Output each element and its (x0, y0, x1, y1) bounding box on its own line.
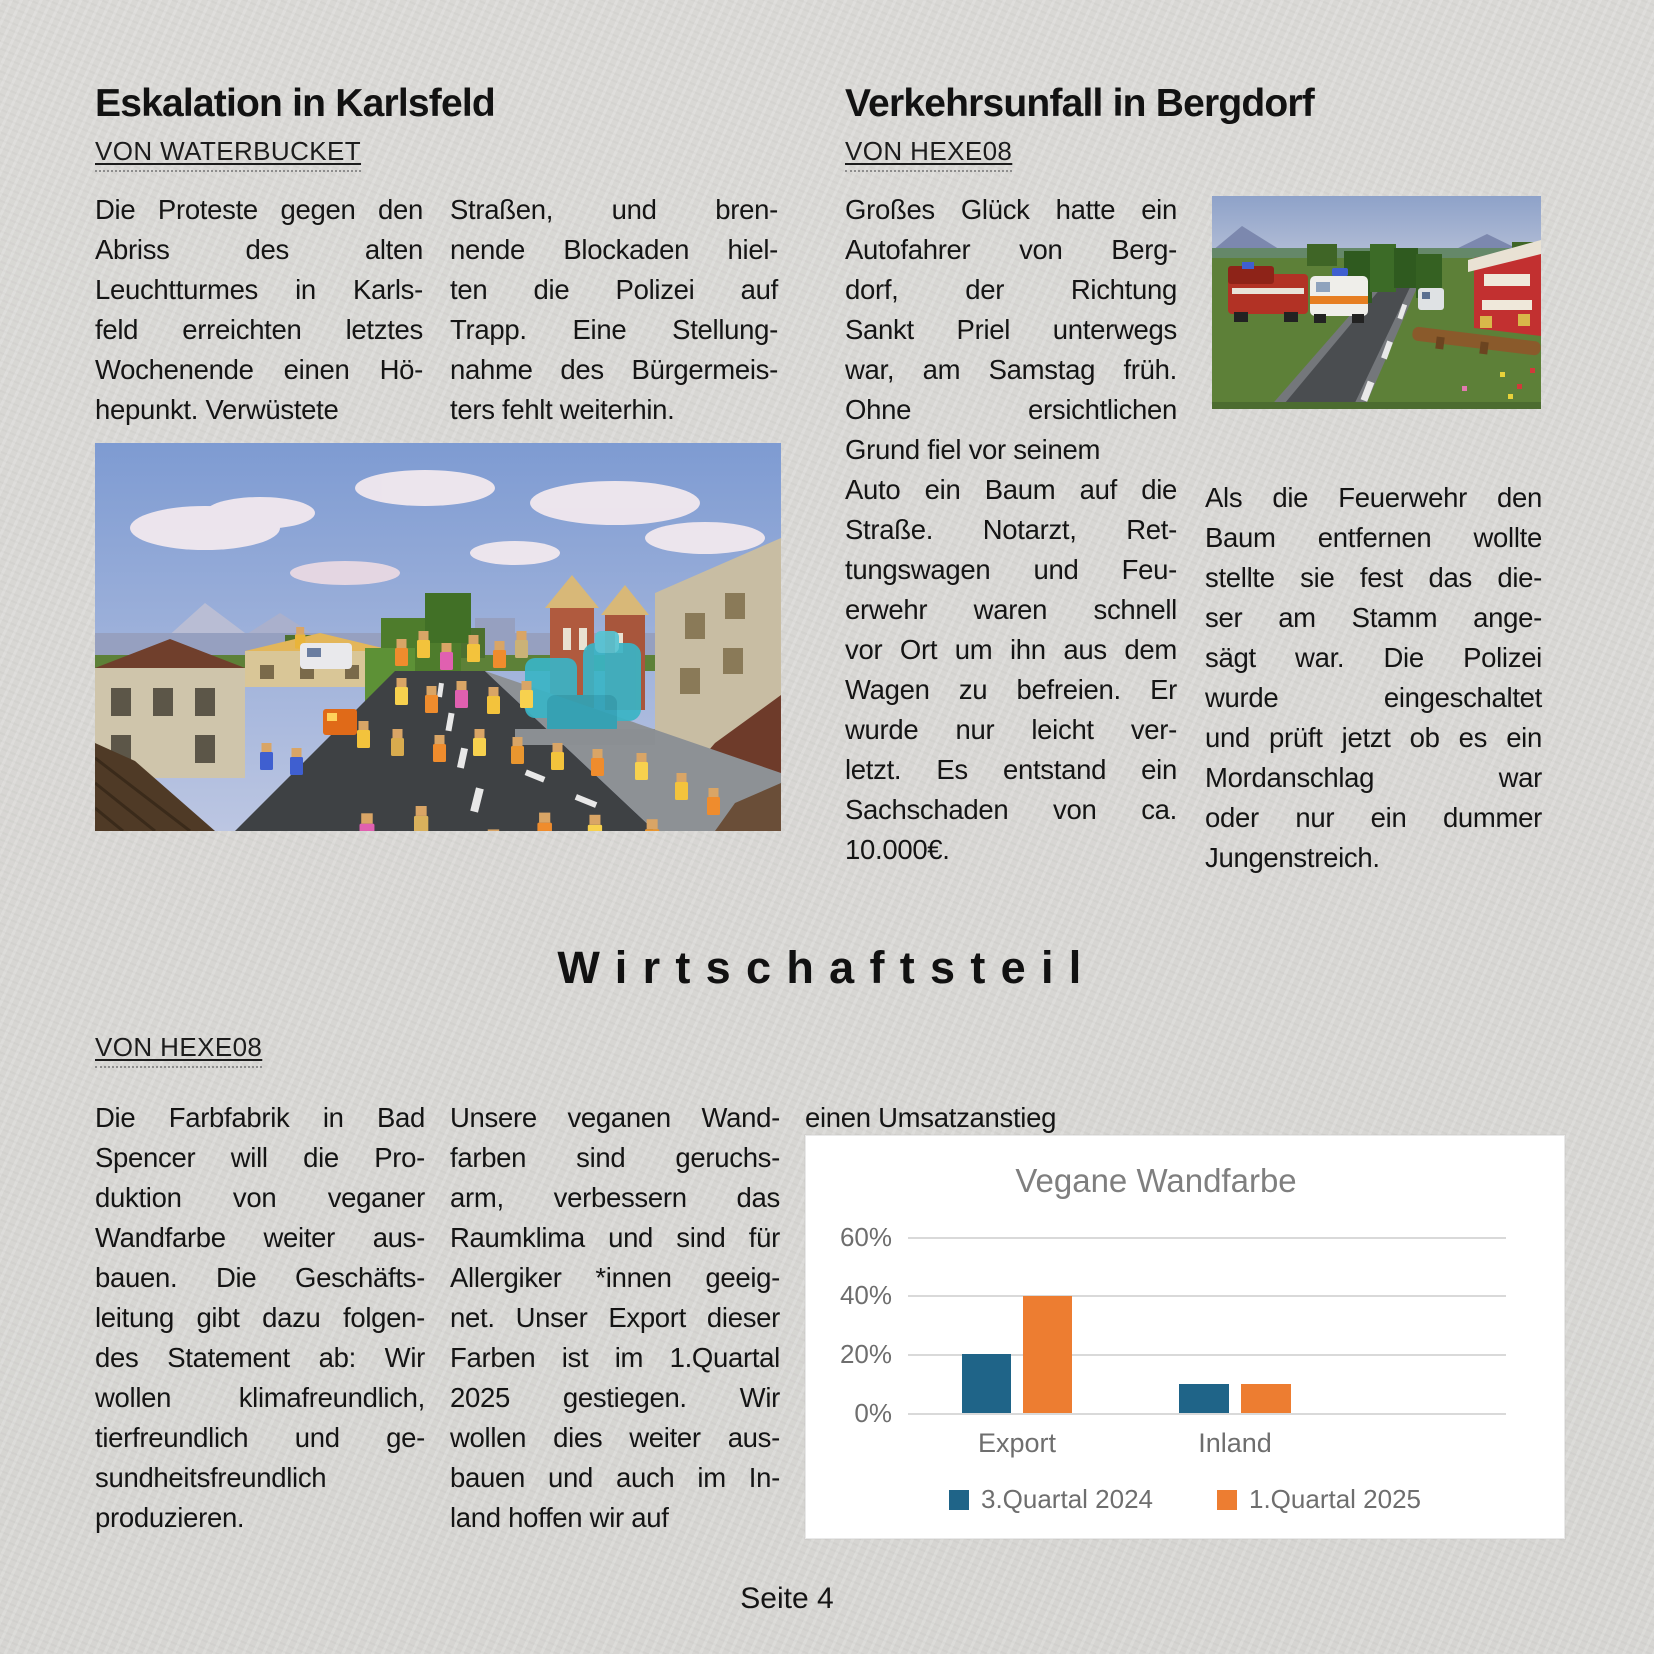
legend-swatch-blue (949, 1490, 969, 1510)
text-line: sägt war. Die Polizei (1205, 642, 1542, 673)
text-line: tungswagen und Feu- (845, 554, 1177, 585)
y-tick-0: 0% (854, 1398, 892, 1428)
text-line: Allergiker *innen geeig- (450, 1262, 780, 1293)
text-line: bauen. Die Geschäfts- (95, 1262, 425, 1293)
legend-item-q3-2024 (949, 1484, 1153, 1515)
bar-export-q1-2025 (1023, 1296, 1072, 1413)
legend-swatch-orange (1217, 1490, 1237, 1510)
bar-export-q3-2024 (962, 1354, 1011, 1413)
byline-text: VON HEXE08 (95, 1032, 263, 1062)
text-line: wollen klimafreundlich, (95, 1382, 425, 1413)
text-line: Jungenstreich. (1205, 842, 1380, 873)
text-line: einen Umsatzanstieg (805, 1102, 1057, 1133)
text-line: wurde nur leicht ver- (845, 714, 1177, 745)
text-line: vor Ort um ihn aus dem (845, 634, 1177, 665)
x-label-export: Export (977, 1428, 1057, 1458)
karlsfeld-column-1 (95, 190, 423, 430)
text-line: Die Farbfabrik in Bad (95, 1102, 425, 1133)
text-line: tierfreundlich und ge- (95, 1422, 425, 1453)
text-line: des Statement ab: Wir (95, 1342, 425, 1373)
text-line: Als die Feuerwehr den (1205, 482, 1542, 513)
article-byline-karlsfeld (95, 136, 361, 172)
karlsfeld-protest-photo (95, 443, 781, 831)
text-line: wollen dies weiter aus- (450, 1422, 780, 1453)
text-line: oder nur ein dummer (1205, 802, 1542, 833)
text-line: bauen und auch im In- (450, 1462, 780, 1493)
legend-label: 3.Quartal 2024 (980, 1484, 1153, 1514)
text-line: arm, verbessern das (450, 1182, 780, 1213)
text-line: nende Blockaden hiel- (450, 234, 778, 265)
section-title-wirtschaftsteil: Wirtschaftsteil (557, 942, 1097, 993)
article-title-bergdorf: Verkehrsunfall in Bergdorf (845, 82, 1314, 125)
text-line: Trapp. Eine Stellung- (450, 314, 778, 345)
text-line: land hoffen wir auf (450, 1502, 669, 1533)
text-line: Straßen, und bren- (450, 194, 778, 225)
text-line: Baum entfernen wollte (1205, 522, 1542, 553)
x-label-inland: Inland (1198, 1428, 1272, 1458)
plot-area (906, 1237, 1506, 1413)
legend-item-q1-2025 (1217, 1484, 1421, 1515)
text-line: Großes Glück hatte ein (845, 194, 1177, 225)
text-line: erwehr waren schnell (845, 594, 1177, 625)
byline-text: VON WATERBUCKET (95, 136, 362, 166)
text-line: Wandfarbe weiter aus- (95, 1222, 425, 1253)
chart-title: Vegane Wandfarbe (1015, 1162, 1297, 1199)
text-line: letzt. Es entstand ein (845, 754, 1177, 785)
bar-inland-q3-2024 (1179, 1384, 1229, 1413)
text-line: nahme des Bürgermeis- (450, 354, 778, 385)
text-line: Wagen zu befreien. Er (845, 674, 1177, 705)
text-line: farben sind geruchs- (450, 1142, 780, 1173)
y-tick-40: 40% (839, 1280, 892, 1310)
text-line: Grund fiel vor seinem (845, 434, 1101, 465)
text-line: ters fehlt weiterhin. (450, 394, 675, 425)
text-line: duktion von veganer (95, 1182, 425, 1213)
text-line: hepunkt. Verwüstete (95, 394, 339, 425)
text-line: Leuchtturmes in Karls- (95, 274, 423, 305)
bergdorf-column-1 (845, 190, 1177, 870)
bar-chart-vegane-wandfarbe (805, 1135, 1565, 1539)
wirtschaft-column-1 (95, 1098, 425, 1538)
text-line: Auto ein Baum auf die (845, 474, 1177, 505)
text-line: Spencer will die Pro- (95, 1142, 425, 1173)
chart-legend (806, 1484, 1564, 1515)
text-line: ten die Polizei auf (450, 274, 778, 305)
legend-label: 1.Quartal 2025 (1249, 1484, 1422, 1514)
article-byline-wirtschaft (95, 1032, 262, 1068)
text-line: Raumklima und sind für (450, 1222, 780, 1253)
text-line: Straße. Notarzt, Ret- (845, 514, 1177, 545)
text-line: leitung gibt dazu folgen- (95, 1302, 425, 1333)
text-line: Wochenende einen Hö- (95, 354, 423, 385)
text-line: feld erreichten letztes (95, 314, 423, 345)
text-line: produzieren. (95, 1502, 245, 1533)
text-line: Autofahrer von Berg- (845, 234, 1177, 265)
y-tick-20: 20% (839, 1339, 892, 1369)
byline-text: VON HEXE08 (845, 136, 1013, 166)
bergdorf-column-2 (1205, 478, 1542, 878)
text-line: Unsere veganen Wand- (450, 1102, 780, 1133)
text-line: Farben ist im 1.Quartal (450, 1342, 780, 1373)
text-line: wurde eingeschaltet (1205, 682, 1542, 713)
karlsfeld-column-2 (450, 190, 778, 430)
gridline-0 (908, 1413, 1506, 1415)
text-line: Mordanschlag war (1205, 762, 1542, 793)
text-line: Die Proteste gegen den (95, 194, 423, 225)
text-line: war, am Samstag früh. (845, 354, 1177, 385)
article-byline-bergdorf (845, 136, 1012, 172)
bar-inland-q1-2025 (1241, 1384, 1291, 1413)
text-line: und prüft jetzt ob es ein (1205, 722, 1542, 753)
text-line: sundheitsfreundlich (95, 1462, 327, 1493)
page-number: Seite 4 (740, 1582, 834, 1615)
article-title-karlsfeld: Eskalation in Karlsfeld (95, 82, 495, 125)
text-line: Sachschaden von ca. (845, 794, 1177, 825)
text-line: ser am Stamm ange- (1205, 602, 1542, 633)
bergdorf-accident-photo (1212, 196, 1541, 409)
y-tick-60: 60% (839, 1222, 892, 1252)
wirtschaft-column-3 (805, 1098, 1135, 1138)
text-line: stellte sie fest das die- (1205, 562, 1542, 593)
text-line: dorf, der Richtung (845, 274, 1177, 305)
wirtschaft-column-2 (450, 1098, 780, 1538)
text-line: Sankt Priel unterwegs (845, 314, 1177, 345)
text-line: 2025 gestiegen. Wir (450, 1382, 780, 1413)
text-line: net. Unser Export dieser (450, 1302, 780, 1333)
text-line: 10.000€. (845, 834, 950, 865)
text-line: Abriss des alten (95, 234, 423, 265)
text-line: Ohne ersichtlichen (845, 394, 1177, 425)
